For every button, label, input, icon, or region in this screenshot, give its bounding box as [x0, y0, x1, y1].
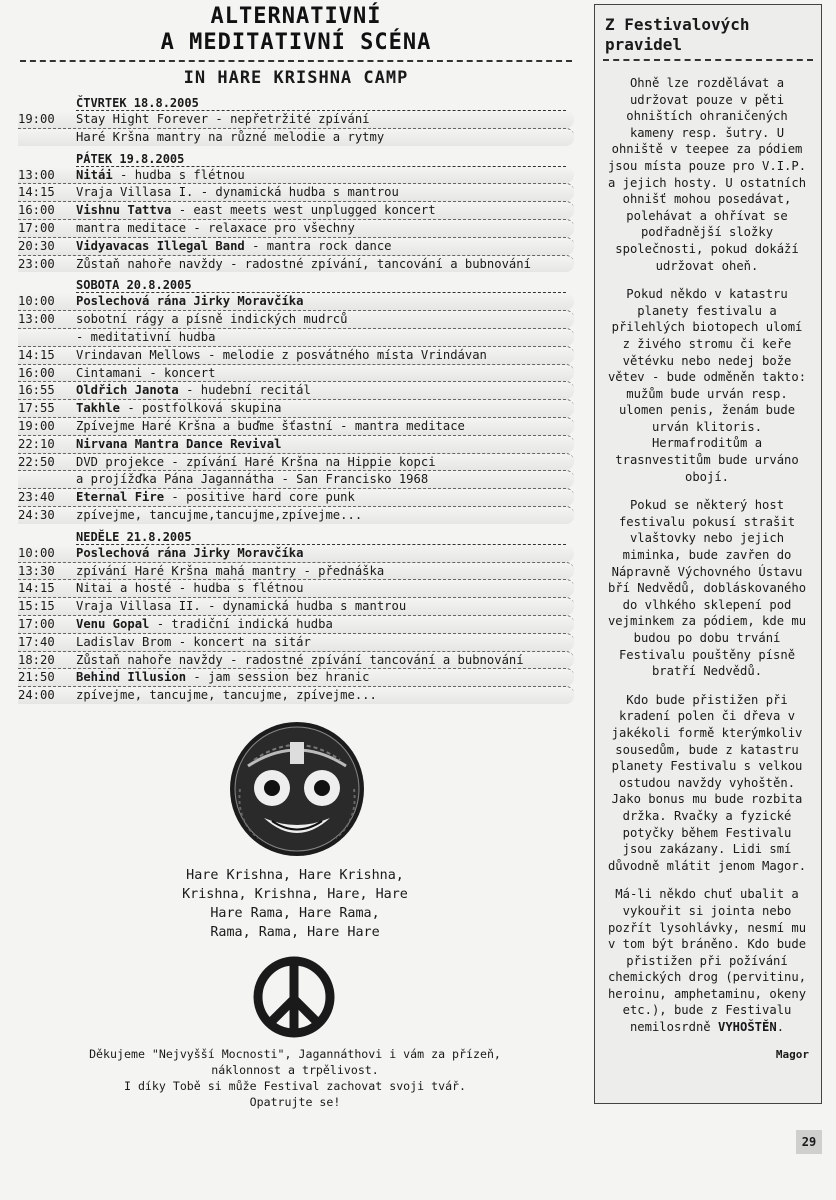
performer-name: Venu Gopal [76, 616, 150, 631]
schedule-row [18, 488, 574, 506]
event-description [76, 111, 370, 128]
event-detail: - meditativní hudba [76, 329, 216, 344]
event-detail: Nitai a hosté - hudba s flétnou [76, 581, 304, 596]
event-detail: Vraja Villasa I. - dynamická hudba s mantrou [76, 185, 399, 200]
event-time: 22:50 [18, 454, 55, 469]
schedule-row [18, 562, 574, 580]
event-description [76, 293, 303, 310]
event-detail: DVD projekce - zpívání Haré Kršna na Hippie kopci [76, 454, 436, 469]
event-description [76, 238, 392, 255]
schedule-row [18, 686, 574, 704]
event-detail: Zůstaň nahoře navždy - radostné zpívání, tancování a bubnování [76, 256, 531, 271]
event-description [76, 489, 355, 506]
event-description [76, 598, 406, 615]
event-time: 10:00 [18, 294, 55, 309]
event-description [76, 652, 524, 669]
event-detail: - mantra rock dance [244, 238, 392, 253]
event-time: 22:10 [18, 436, 55, 451]
schedule-row [18, 183, 574, 201]
event-detail: Stay Hight Forever - nepřetržité zpívání [76, 112, 370, 126]
schedule-row [18, 219, 574, 237]
mantra-line: Rama, Rama, Hare Hare [210, 925, 380, 940]
mantra-line: Hare Krishna, Hare Krishna, [186, 868, 404, 883]
schedule-row [18, 381, 574, 399]
event-detail: Zpívejme Haré Kršna a buďme šťastní - mantra meditace [76, 418, 465, 433]
day-heading: PÁTEK 19.8.2005 [76, 152, 566, 167]
rules-sidebar [594, 4, 822, 1104]
performer-name: Behind Illusion [76, 670, 187, 685]
event-description [76, 616, 333, 633]
event-description [76, 436, 281, 453]
event-description [76, 129, 384, 146]
schedule-row [18, 417, 574, 435]
sidebar-heading-line-2: pravidel [605, 35, 683, 54]
signature: Magor [775, 1047, 809, 1061]
event-description [76, 167, 245, 184]
schedule-row [18, 597, 574, 615]
event-detail: Haré Kršna mantry na různé melodie a rytmy [76, 129, 385, 144]
program-column [18, 4, 574, 710]
event-time: 17:40 [18, 634, 55, 649]
event-time: 13:00 [18, 312, 55, 327]
event-detail: zpívejme, tancujme,tancujme,zpívejme... [76, 507, 363, 522]
schedule-day [18, 96, 574, 146]
title-divider [20, 60, 572, 62]
event-description [76, 545, 303, 562]
schedule-row [18, 435, 574, 453]
schedule-row [18, 668, 574, 686]
schedule-row [18, 346, 574, 364]
schedule-row [18, 615, 574, 633]
schedule-row [18, 328, 574, 346]
event-time: 21:50 [18, 670, 55, 685]
schedule-row [18, 310, 574, 328]
event-time: 13:30 [18, 563, 55, 578]
event-detail: - jam session bez hranic [186, 670, 370, 685]
schedule [18, 96, 574, 704]
event-detail: sobotní rágy a písně indických mudrců [76, 312, 348, 327]
schedule-row [18, 506, 574, 524]
event-detail: - positive hard core punk [164, 490, 355, 505]
event-time: 10:00 [18, 545, 55, 560]
event-detail: - tradiční indická hudba [149, 616, 333, 631]
event-time: 17:55 [18, 401, 55, 416]
performer-name: Eternal Fire [76, 490, 165, 505]
rule-paragraph-theft: Kdo bude přistižen při kradení polen či dřeva v jakékoli formě kterýmkoliv sousedům, bude z katastru planety Festivalu s velkou ostudou navždy vyhoštěn. Jako bonus mu bude rozbita držka. Rvačky a fyzické potyčky během Festivalu jsou zakázany. Lidi smí důvodně mlátit jenom Magor. [607, 692, 807, 873]
event-time: 14:15 [18, 185, 55, 200]
performer-name: Poslechová ránа Jirky Moravčíka [76, 294, 304, 309]
event-detail: mantra meditace - relaxace pro všechny [76, 220, 355, 235]
thanks-line: I díky Tobě si může Festival zachovat svoji tvář. [123, 1079, 467, 1093]
schedule-row [18, 399, 574, 417]
event-detail: - postfolková skupina [120, 401, 282, 416]
event-description [76, 471, 428, 488]
event-detail: - hudba s flétnou [112, 167, 245, 182]
event-time: 17:00 [18, 616, 55, 631]
sidebar-heading-line-1: Z Festivalových [605, 15, 750, 34]
event-time: 19:00 [18, 418, 55, 433]
thanks-line: Opatrujte se! [249, 1095, 341, 1109]
peace-sign-icon [252, 955, 336, 1039]
schedule-row [18, 470, 574, 488]
rule-drugs-emphasis: VYHOŠTĚN [718, 1020, 777, 1035]
event-description [76, 400, 281, 417]
schedule-row [18, 255, 574, 273]
rule-paragraph-drugs [607, 886, 807, 1035]
schedule-row [18, 453, 574, 471]
event-detail: - hudební recitál [178, 383, 311, 398]
subtitle: IN HARE KRISHNA CAMP [183, 68, 409, 88]
mantra-line: Hare Rama, Hare Rama, [210, 906, 380, 921]
performer-name: Nirvana Mantra Dance Revival [76, 436, 282, 451]
schedule-row [18, 651, 574, 669]
day-heading: ČTVRTEK 18.8.2005 [76, 96, 566, 111]
event-description [76, 507, 362, 524]
event-time: 14:15 [18, 581, 55, 596]
event-description [76, 256, 531, 273]
schedule-row [18, 201, 574, 219]
event-detail: Cintamani - koncert [76, 365, 216, 380]
rule-paragraph-trees: Pokud někdo v katastru planety festivalu a přilehlých biotopech ulomí z živého stromu či keře větévku nebo nedej bože větev - bude odměněn takto: mužům bude urván resp. ulomen penis, ženám bude urván klitoris. Hermafroditům a trasnvestitům bude urváno obojí. [607, 287, 807, 484]
event-detail: - east meets west unplugged koncert [171, 203, 436, 218]
page-number: 29 [796, 1130, 822, 1154]
mantra-line: Krishna, Krishna, Hare, Hare [182, 887, 408, 902]
schedule-day [18, 530, 574, 704]
event-description [76, 347, 487, 364]
event-time: 24:30 [18, 507, 55, 522]
mantra-text [150, 866, 440, 942]
event-description [76, 382, 311, 399]
event-description [76, 418, 465, 435]
event-time: 20:30 [18, 238, 55, 253]
event-time: 16:55 [18, 383, 55, 398]
event-description [76, 687, 377, 704]
event-detail: Vraja Villasa II. - dynamická hudba s mantrou [76, 599, 407, 614]
performer-name: Takhle [76, 401, 121, 416]
sidebar-heading [605, 15, 811, 55]
event-time: 13:00 [18, 167, 55, 182]
event-description [76, 634, 311, 651]
event-detail: a projížďka Pána Jagannátha - San Francisko 1968 [76, 472, 429, 487]
event-time: 16:00 [18, 203, 55, 218]
thanks-line: Děkujeme "Nejvyšší Mocnosti", Jagannáthovi i vám za přízeň, [89, 1047, 501, 1061]
schedule-row [18, 545, 574, 562]
title-line-1: ALTERNATIVNÍ [210, 4, 382, 29]
schedule-row [18, 579, 574, 597]
event-description [76, 220, 355, 237]
performer-name: Poslechová ránа Jirky Moravčíka [76, 545, 304, 560]
performer-name: Oldřich Janota [76, 383, 179, 398]
event-description [76, 563, 384, 580]
event-time: 24:00 [18, 688, 55, 703]
event-description [76, 365, 215, 382]
schedule-row [18, 633, 574, 651]
event-description [76, 311, 348, 328]
event-time: 14:15 [18, 347, 55, 362]
rule-drugs-punct: . [776, 1020, 785, 1035]
event-detail: zpívání Haré Kršna mahá mantry - přednáška [76, 563, 385, 578]
event-time [18, 471, 76, 488]
event-time: 18:20 [18, 652, 55, 667]
event-detail: zpívejme, tancujme, tancujme, zpívejme... [76, 688, 377, 703]
event-description [76, 202, 436, 219]
event-time: 23:40 [18, 490, 55, 505]
rule-drugs-text: Má-li někdo chuť ubalit a vykouřit si jointa nebo pozřít lysohlávky, nesmí mu v tom být bráněno. Kdo bude přistižen při požívání chemických drog (pervitinu, heroinu, amphetaminu, okeny etc.), bude z Festivalu nemilosrdně [607, 887, 807, 1035]
event-detail: Ladislav Brom - koncert na sitár [76, 634, 311, 649]
event-time: 19:00 [18, 112, 55, 126]
event-detail: Vrindavan Mellows - melodie z posvátného místa Vrindávan [76, 347, 487, 362]
schedule-row [18, 364, 574, 382]
event-time [18, 129, 76, 146]
jagannath-face-illustration [228, 720, 366, 858]
schedule-row [18, 293, 574, 310]
sidebar-divider [603, 59, 813, 61]
day-heading: SOBOTA 20.8.2005 [76, 278, 566, 293]
event-description [76, 669, 370, 686]
event-time [18, 329, 76, 346]
thanks-line: náklonnost a trpělivost. [211, 1063, 379, 1077]
event-time: 15:15 [18, 599, 55, 614]
event-description [76, 454, 436, 471]
event-description [76, 580, 303, 597]
event-time: 17:00 [18, 220, 55, 235]
title-line-2: A MEDITATIVNÍ SCÉNA [160, 30, 432, 55]
event-detail: Zůstaň nahoře navždy - radostné zpívání tancování a bubnování [76, 652, 524, 667]
schedule-row [18, 237, 574, 255]
event-time: 16:00 [18, 365, 55, 380]
rule-paragraph-fire: Ohně lze rozdělávat a udržovat pouze v pěti ohništích ohraničených kameny resp. šutry. U ohniště v teepee za pódiem jsou místa pouze pro V.I.P. a jejich hosty. U ostatních ohnišť mohou posedávat, polehávat a ohřívat se podřadnější složky společnosti, pokud dokáží udržovat oheň. [607, 76, 807, 273]
schedule-row [18, 128, 574, 146]
performer-name: Nitái [76, 167, 113, 182]
event-description [76, 329, 215, 346]
event-description [76, 184, 399, 201]
schedule-row [18, 167, 574, 184]
schedule-day [18, 278, 574, 523]
schedule-row [18, 111, 574, 128]
schedule-day [18, 152, 574, 273]
event-time: 23:00 [18, 256, 55, 271]
rule-paragraph-swallows: Pokud se některý host festivalu pokusí strašit vlaštovky nebo jejich miminka, bude zavřen do Nápravně Výchovného Ústavu bří Nedvědů, dobláskovaného do vlhkého sklepení pod vejminkem za pódiem, kde mu budou po dobu trvání Festivalu pouštěny písně bratří Nedvědů. [607, 498, 807, 679]
performer-name: Vishnu Tattva [76, 203, 172, 218]
day-heading: NEDĚLE 21.8.2005 [76, 530, 566, 545]
thanks-text [40, 1046, 550, 1110]
performer-name: Vidyavacas Illegal Band [76, 238, 245, 253]
